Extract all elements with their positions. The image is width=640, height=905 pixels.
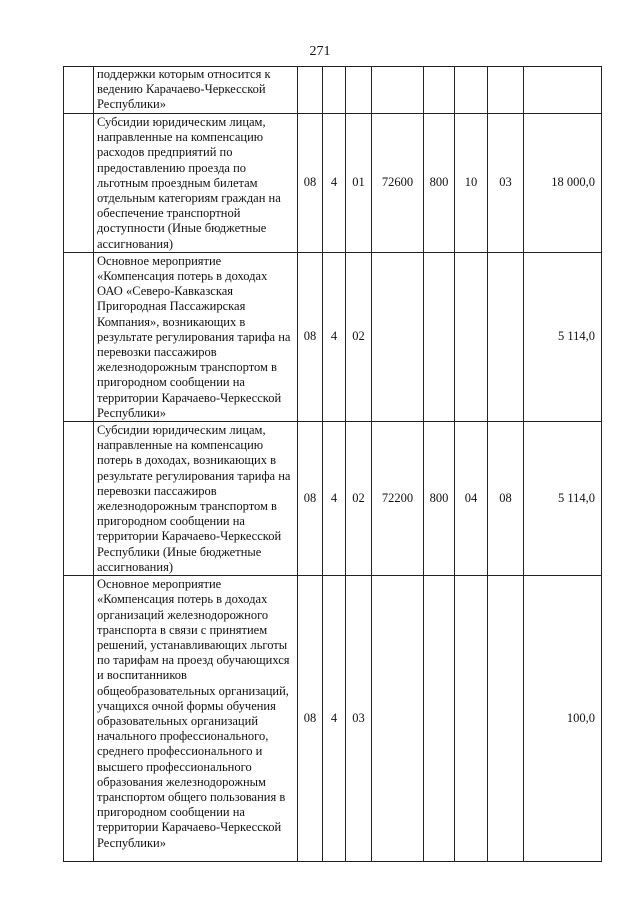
code-cell: 72600: [372, 114, 424, 253]
sum-cell: [524, 67, 602, 114]
code-cell: 08: [298, 252, 323, 421]
code-cell: 4: [323, 114, 346, 253]
code-cell: [455, 67, 488, 114]
code-cell: [424, 67, 455, 114]
code-cell: 4: [323, 576, 346, 862]
row-description: Субсидии юридическим лицам, направленные на компенсацию расходов предприятий по предоставлению проезда по льготным проездным билетам отдельным категориям граждан на обеспечение транспортной доступности (Иные бюджетные ассигнования): [94, 114, 298, 253]
table-row: [64, 422, 602, 576]
table-row: [64, 252, 602, 421]
code-cell: [424, 576, 455, 862]
empty-cell: [64, 252, 94, 421]
code-cell: 02: [346, 252, 372, 421]
code-cell: [488, 252, 524, 421]
code-cell: 800: [424, 422, 455, 576]
code-cell: [372, 252, 424, 421]
code-cell: 02: [346, 422, 372, 576]
code-cell: 72200: [372, 422, 424, 576]
code-cell: 08: [298, 114, 323, 253]
sum-cell: 5 114,0: [524, 422, 602, 576]
row-description: Основное мероприятие «Компенсация потерь в доходах ОАО «Северо-Кавказская Пригородная Пассажирская Компания», возникающих в результате регулирования тарифа на перевозки пассажиров железнодорожным транспортом в пригородном сообщении на территории Карачаево-Черкесской Республики»: [94, 252, 298, 421]
code-cell: [346, 67, 372, 114]
row-description: Основное мероприятие «Компенсация потерь в доходах организаций железнодорожного транспорта в связи с принятием решений, устанавливающих льготы по тарифам на проезд обучающихся и воспитанников общеобразовательных организаций, учащихся очной формы обучения образовательных организаций начального профессионального, среднего профессионального и высшего профессионального образования железнодорожным транспортом общего пользования в пригородном сообщении на территории Карачаево-Черкесской Республики»: [94, 576, 298, 862]
code-cell: [488, 576, 524, 862]
code-cell: [372, 67, 424, 114]
code-cell: [488, 67, 524, 114]
table-row: [64, 67, 602, 114]
code-cell: [298, 67, 323, 114]
page-number: 271: [309, 44, 331, 59]
code-cell: [455, 576, 488, 862]
code-cell: [424, 252, 455, 421]
code-cell: 4: [323, 422, 346, 576]
code-cell: 03: [488, 114, 524, 253]
code-cell: [372, 576, 424, 862]
code-cell: 01: [346, 114, 372, 253]
code-cell: 08: [298, 576, 323, 862]
empty-cell: [64, 576, 94, 862]
row-description: Субсидии юридическим лицам, направленные на компенсацию потерь в доходах, возникающих в результате регулирования тарифа на перевозки пассажиров железнодорожным транспортом в пригородном сообщении на территории Карачаево-Черкесской Республики (Иные бюджетные ассигнования): [94, 422, 298, 576]
code-cell: 800: [424, 114, 455, 253]
code-cell: 10: [455, 114, 488, 253]
sum-cell: 5 114,0: [524, 252, 602, 421]
row-description: поддержки которым относится к ведению Карачаево-Черкесской Республики»: [94, 67, 298, 114]
code-cell: 08: [298, 422, 323, 576]
sum-cell: 100,0: [524, 576, 602, 862]
code-cell: 08: [488, 422, 524, 576]
empty-cell: [64, 67, 94, 114]
code-cell: 03: [346, 576, 372, 862]
empty-cell: [64, 422, 94, 576]
empty-cell: [64, 114, 94, 253]
code-cell: 4: [323, 252, 346, 421]
table-row: [64, 114, 602, 253]
code-cell: [455, 252, 488, 421]
table-row: [64, 576, 602, 862]
code-cell: [323, 67, 346, 114]
sum-cell: 18 000,0: [524, 114, 602, 253]
budget-table: [63, 66, 602, 862]
code-cell: 04: [455, 422, 488, 576]
